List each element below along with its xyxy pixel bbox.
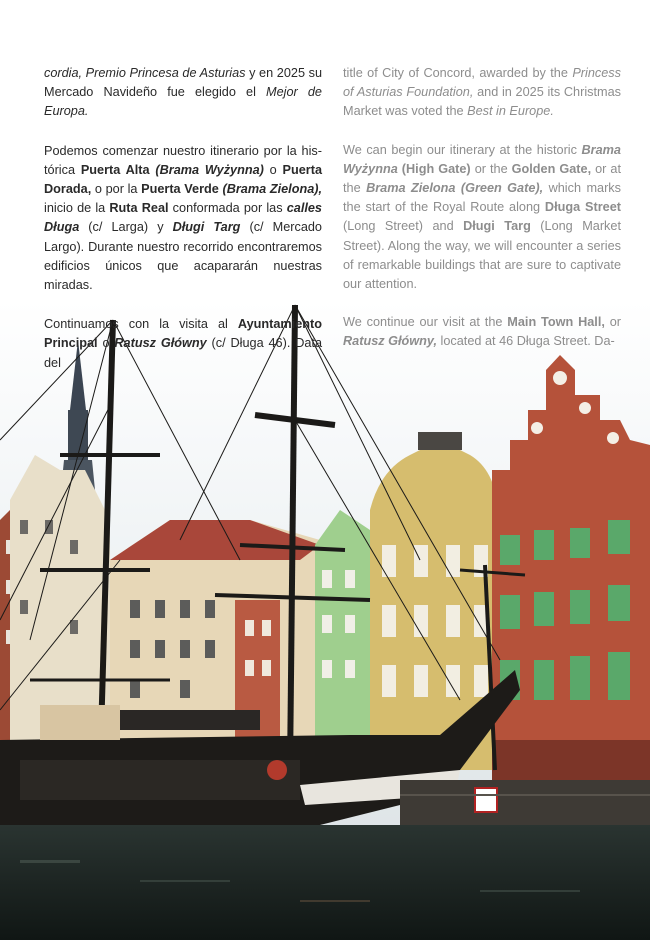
text-run: Main Town Hall, [507, 315, 605, 330]
text-run: (c/ Mercado Largo). Durante nuestro recorrido encontraremos edificios únicos que acapararán nuestras miradas. [44, 220, 322, 293]
spanish-paragraph-1 [44, 64, 322, 122]
text-run: conformada por las [168, 201, 287, 216]
text-run: Długi Targ [172, 220, 241, 235]
text-run: Puerta Dorada, [44, 162, 323, 197]
english-column [343, 64, 621, 371]
text-run: Puerta Verde [141, 182, 219, 197]
spanish-column [44, 64, 322, 393]
text-run: calles Długa [44, 201, 322, 235]
text-run: o [263, 162, 283, 177]
text-run: Continuamos con la visita al [44, 317, 238, 332]
river-water [0, 825, 650, 940]
text-run: We can begin our itinerary at the historic [343, 142, 582, 157]
text-run: or at the [343, 161, 622, 196]
spanish-paragraph-2 [44, 142, 322, 296]
text-run: Princess of Asturias Foundation, [343, 66, 621, 100]
text-run: (Brama Wyżynna) [155, 162, 264, 177]
text-run: o [97, 336, 115, 351]
cream-gable-house [10, 455, 110, 740]
text-run: which marks the start of the Royal Route along [343, 181, 621, 215]
text-run: Puerta Alta [80, 162, 150, 177]
text-run: Ayuntamiento Principal [44, 317, 322, 351]
text-run: Golden Gate, [511, 161, 592, 176]
text-run: Best in Europe. [467, 104, 554, 119]
english-paragraph-2 [343, 141, 621, 295]
text-run: (c/ Larga) y [79, 220, 173, 235]
text-run: y en 2025 su Mercado Navideño fue elegido el [44, 66, 323, 100]
text-run: or the [470, 161, 512, 176]
english-paragraph-1 [343, 64, 621, 122]
text-run: (Long Market Street). Along the way, we will encounter a series of remarkable buildings that are sure to captivate our attention. [343, 219, 621, 292]
text-run: Brama Zielona (Green Gate), [366, 181, 544, 196]
text-run: Podemos comenzar nuestro itinerario por la histórica [44, 143, 322, 177]
text-run: Brama Wyżynna [343, 142, 621, 176]
english-paragraph-3 [343, 313, 621, 351]
text-run: (c/ Długa 46). Data del [44, 336, 323, 370]
text-run: Długa Street [544, 200, 621, 215]
text-run: Ratusz Główny, [343, 334, 437, 349]
text-run: Ruta Real [109, 201, 169, 216]
text-run: inicio de la [44, 201, 110, 216]
text-run: Długi Targ [463, 219, 531, 234]
text-run: o por la [91, 182, 142, 197]
text-run: title of City of Concord, awarded by the [343, 66, 573, 80]
text-run: Mejor de Europa. [44, 85, 322, 119]
text-run: We continue our visit at the [343, 315, 508, 330]
text-run: and in 2025 its Christmas Market was voted the [343, 85, 621, 119]
text-run: located at 46 Długa Street. Da- [437, 334, 615, 349]
spanish-paragraph-3 [44, 315, 322, 373]
text-run: cordia, Premio Princesa de Asturias [44, 66, 246, 80]
text-run: (High Gate) [401, 161, 471, 176]
text-run: (Brama Zielona), [222, 182, 323, 197]
text-run: (Long Street) and [343, 219, 464, 234]
text-run: Ratusz Główny [114, 336, 207, 351]
text-run: or [604, 315, 622, 330]
